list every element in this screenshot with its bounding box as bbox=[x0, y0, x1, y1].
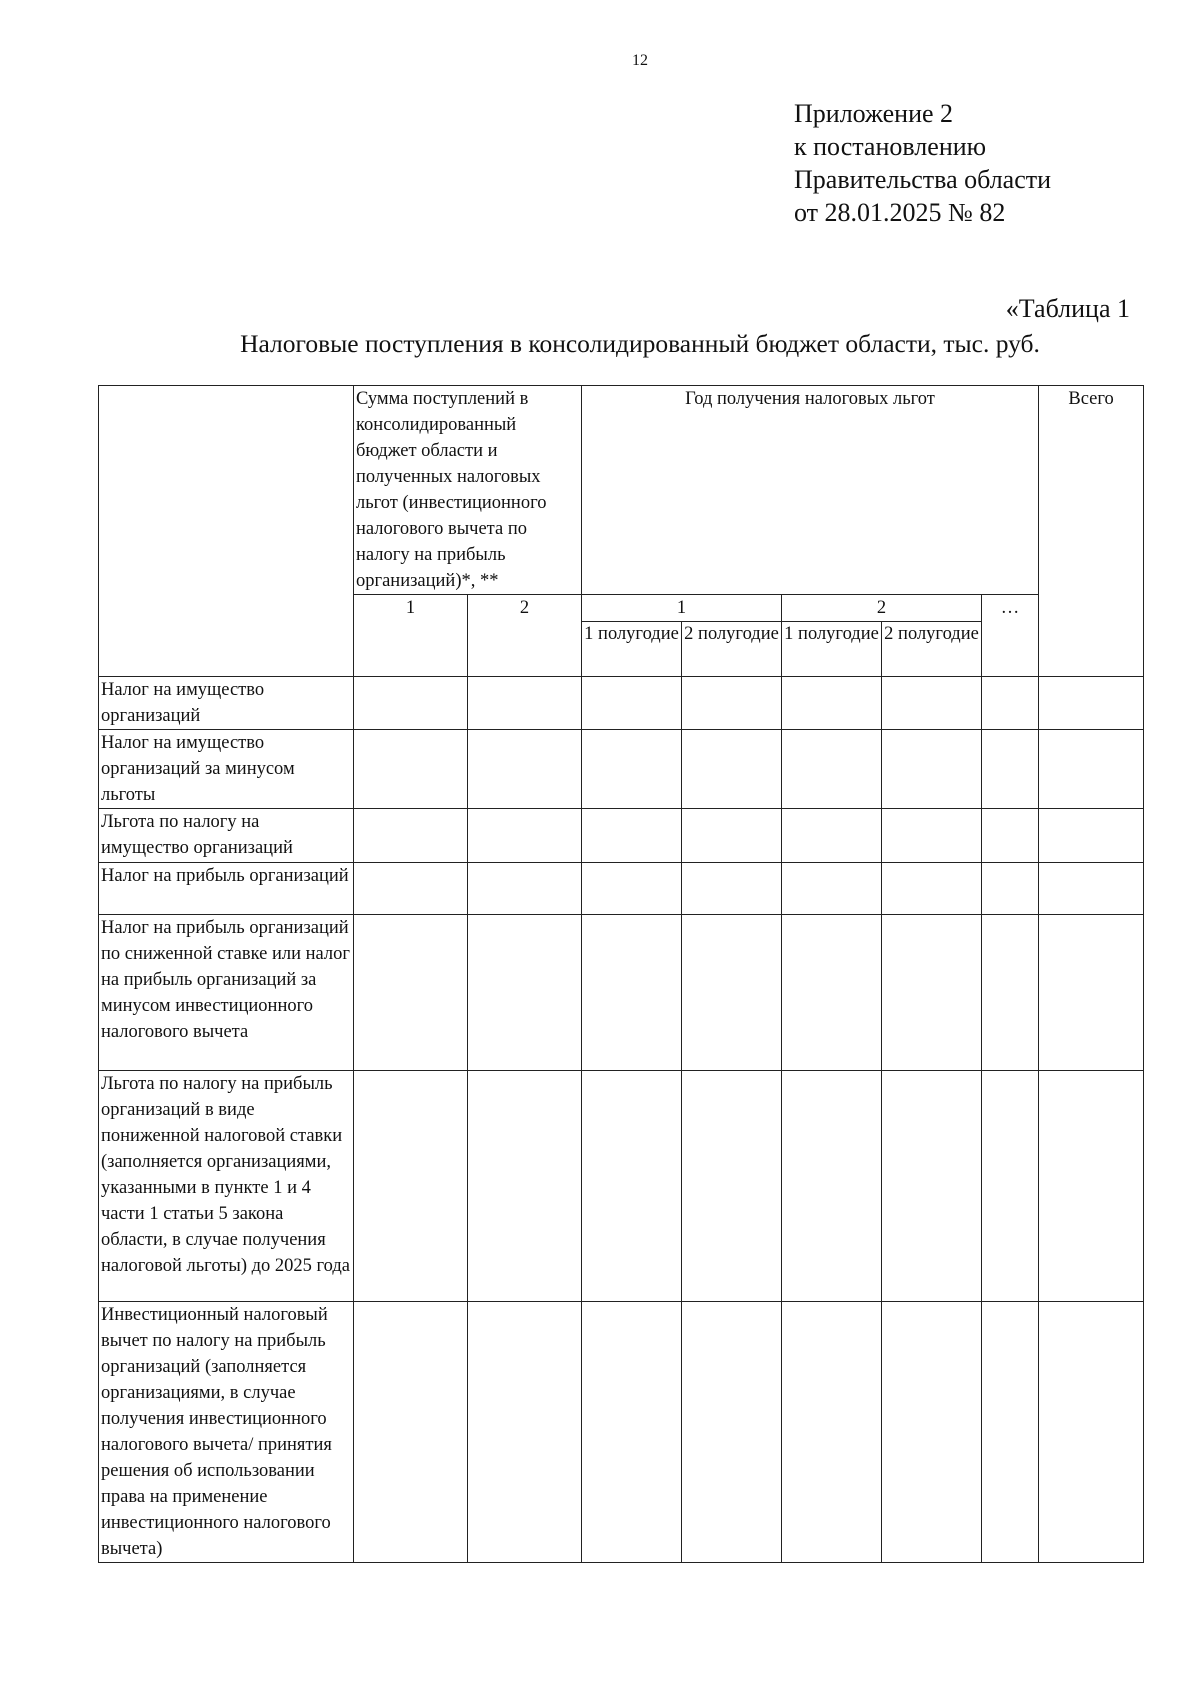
table-title: Налоговые поступления в консолидированный бюджет области, тыс. руб. bbox=[240, 329, 1040, 358]
table-row bbox=[99, 677, 1144, 730]
row-label: Инвестиционный налоговый вычет по налогу на прибыль организаций (заполняется организациями, в случае получения инвестиционного налогового вычета/ принятия решения об использовании права на применение инвестиционного налогового вычета) bbox=[99, 1302, 354, 1563]
header-corner-cell bbox=[99, 386, 354, 677]
header-half-4: 2 полугодие bbox=[882, 622, 982, 677]
header-year-1: 1 bbox=[582, 595, 782, 622]
appendix-block bbox=[794, 97, 1051, 229]
tax-table bbox=[98, 385, 1144, 1563]
table-row bbox=[99, 1071, 1144, 1302]
page-number: 12 bbox=[632, 52, 648, 69]
appendix-line-1: Приложение 2 bbox=[794, 99, 954, 128]
row-label: Налог на имущество организаций за минусом льготы bbox=[99, 730, 354, 809]
row-label: Налог на прибыль организаций bbox=[99, 863, 354, 915]
header-total: Всего bbox=[1039, 386, 1144, 677]
header-year-group: Год получения налоговых льгот bbox=[582, 386, 1039, 595]
table-row bbox=[99, 863, 1144, 915]
appendix-line-2: к постановлению bbox=[794, 132, 987, 161]
row-label: Льгота по налогу на имущество организаций bbox=[99, 809, 354, 863]
table-row bbox=[99, 730, 1144, 809]
table-row bbox=[99, 809, 1144, 863]
header-half-3: 1 полугодие bbox=[782, 622, 882, 677]
header-sum-sub-1: 1 bbox=[354, 595, 468, 677]
appendix-line-3: Правительства области bbox=[794, 165, 1052, 194]
table-row bbox=[99, 1302, 1144, 1563]
header-sum-sub-2: 2 bbox=[468, 595, 582, 677]
header-year-more: … bbox=[982, 595, 1039, 677]
header-year-2: 2 bbox=[782, 595, 982, 622]
table-row bbox=[99, 915, 1144, 1071]
table-label: «Таблица 1 bbox=[1005, 294, 1130, 323]
header-half-1: 1 полугодие bbox=[582, 622, 682, 677]
row-label: Льгота по налогу на прибыль организаций в виде пониженной налоговой ставки (заполняется организациями, указанными в пункте 1 и 4 части 1 статьи 5 закона области, в случае получения налоговой льготы) до 2025 года bbox=[99, 1071, 354, 1302]
row-label: Налог на имущество организаций bbox=[99, 677, 354, 730]
header-sum-column: Сумма поступлений в консолидированный бюджет области и полученных налоговых льгот (инвестиционного налогового вычета по налогу на прибыль организаций)*, ** bbox=[354, 386, 582, 595]
appendix-line-4: от 28.01.2025 № 82 bbox=[794, 198, 1006, 227]
row-label: Налог на прибыль организаций по сниженной ставке или налог на прибыль организаций за минусом инвестиционного налогового вычета bbox=[99, 915, 354, 1071]
header-half-2: 2 полугодие bbox=[682, 622, 782, 677]
